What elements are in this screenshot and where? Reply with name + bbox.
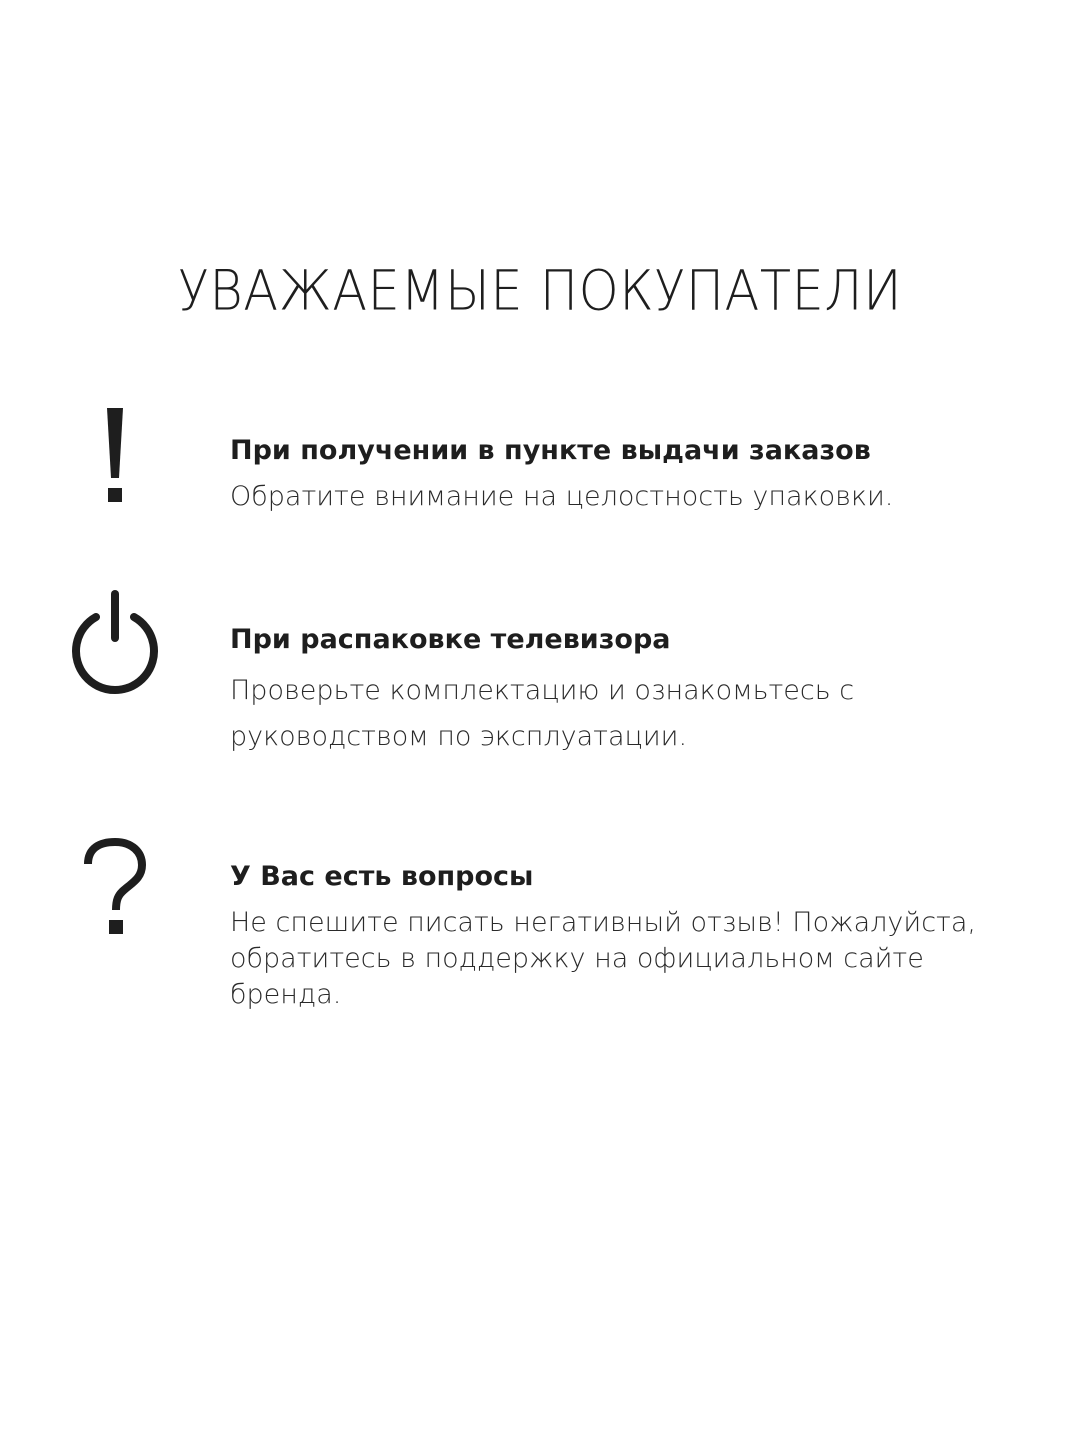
question-icon	[80, 838, 150, 938]
notice-body: Проверьте комплектацию и ознакомьтесь с руководством по эксплуатации.	[230, 675, 855, 752]
page-title: УВАЖАЕМЫЕ ПОКУПАТЕЛИ	[177, 259, 903, 324]
notice-heading: При получении в пункте выдачи заказов	[230, 435, 871, 466]
exclamation-icon	[90, 408, 140, 504]
notice-heading: У Вас есть вопросы	[230, 861, 534, 892]
power-icon	[68, 586, 162, 696]
notice-heading: При распаковке телевизора	[230, 624, 671, 655]
notice-text	[230, 859, 990, 1013]
notice-text	[230, 433, 1010, 515]
notice-body: Обратите внимание на целостность упаковки.	[230, 481, 894, 512]
notice-text	[230, 622, 930, 760]
notice-body: Не спешите писать негативный отзыв! Пожалуйста, обратитесь в поддержку на официальном сайте бренда.	[230, 907, 976, 1010]
